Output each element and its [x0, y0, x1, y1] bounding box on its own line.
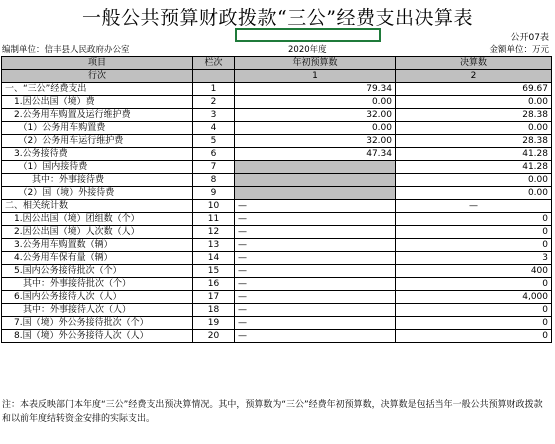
row-number[interactable]: 1 [193, 83, 235, 96]
budget-value[interactable]: 47.34 [235, 148, 396, 161]
row-number[interactable]: 15 [193, 265, 235, 278]
final-value[interactable]: — [396, 200, 552, 213]
form-number: 公开07表 [510, 33, 549, 43]
final-value[interactable]: 0 [396, 278, 552, 291]
row-label[interactable]: 5.国内公务接待批次（个） [2, 265, 193, 278]
row-number[interactable]: 7 [193, 161, 235, 174]
table-row [2, 330, 552, 343]
header-final[interactable]: 决算数 [396, 57, 552, 70]
final-value[interactable]: 0 [396, 239, 552, 252]
row-number[interactable]: 14 [193, 252, 235, 265]
table-row [2, 174, 552, 187]
header-col-no[interactable]: 栏次 [193, 57, 235, 70]
row-number[interactable]: 12 [193, 226, 235, 239]
table-row [2, 122, 552, 135]
final-value[interactable]: 28.38 [396, 135, 552, 148]
budget-value[interactable] [235, 174, 396, 187]
table-row [2, 109, 552, 122]
budget-value[interactable]: — [235, 291, 396, 304]
row-number[interactable]: 11 [193, 213, 235, 226]
report-year: 2020年度 [288, 45, 327, 55]
header-item[interactable]: 项目 [2, 57, 193, 70]
row-label-item[interactable]: 行次 [2, 70, 193, 83]
row-number[interactable]: 16 [193, 278, 235, 291]
report-title: 一般公共预算财政拨款“三公”经费支出决算表 [82, 7, 473, 29]
selected-cell[interactable] [235, 28, 381, 42]
row-label-final[interactable]: 2 [396, 70, 552, 83]
budget-value[interactable]: — [235, 317, 396, 330]
table-row [2, 265, 552, 278]
row-label-budget[interactable]: 1 [235, 70, 396, 83]
table-row [2, 304, 552, 317]
row-number[interactable]: 19 [193, 317, 235, 330]
row-number[interactable]: 17 [193, 291, 235, 304]
table-row [2, 187, 552, 200]
header-budget[interactable]: 年初预算数 [235, 57, 396, 70]
final-value[interactable]: 0.00 [396, 122, 552, 135]
final-value[interactable]: 3 [396, 252, 552, 265]
row-number[interactable]: 8 [193, 174, 235, 187]
final-value[interactable]: 0.00 [396, 174, 552, 187]
row-label[interactable]: 6.国内公务接待人次（人） [2, 291, 193, 304]
row-label[interactable]: 2.因公出国（境）人次数（人） [2, 226, 193, 239]
table-row [2, 213, 552, 226]
final-value[interactable]: 0.00 [396, 96, 552, 109]
budget-value[interactable]: — [235, 200, 396, 213]
row-label-col[interactable] [193, 70, 235, 83]
table-row [2, 96, 552, 109]
row-number[interactable]: 18 [193, 304, 235, 317]
row-label[interactable]: 7.国（境）外公务接待批次（个） [2, 317, 193, 330]
budget-value[interactable]: — [235, 278, 396, 291]
row-label[interactable]: 其中：外事接待人次（人） [2, 304, 193, 317]
expense-table [1, 56, 552, 343]
final-value[interactable]: 400 [396, 265, 552, 278]
row-number[interactable]: 20 [193, 330, 235, 343]
final-value[interactable]: 41.28 [396, 148, 552, 161]
row-label[interactable]: （2）国（境）外接待费 [2, 187, 193, 200]
row-label[interactable]: （2）公务用车运行维护费 [2, 135, 193, 148]
budget-value[interactable]: — [235, 252, 396, 265]
table-note: 注：本表反映部门本年度“三公”经费支出预决算情况。其中，预算数为“三公”经费年初预算数，决算数是包括当年一般公共预算财政拨款和以前年度结转资金安排的实际支出。 [2, 400, 543, 424]
table-row [2, 226, 552, 239]
budget-value[interactable]: 32.00 [235, 109, 396, 122]
final-value[interactable]: 0 [396, 226, 552, 239]
final-value[interactable]: 0 [396, 330, 552, 343]
row-number[interactable]: 13 [193, 239, 235, 252]
row-number[interactable]: 4 [193, 122, 235, 135]
table-row [2, 252, 552, 265]
row-number-row [2, 70, 552, 83]
budget-value[interactable]: — [235, 330, 396, 343]
final-value[interactable]: 4,000 [396, 291, 552, 304]
table-row [2, 148, 552, 161]
budget-value[interactable] [235, 187, 396, 200]
row-number[interactable]: 6 [193, 148, 235, 161]
row-label[interactable]: 其中：外事接待批次（个） [2, 278, 193, 291]
final-value[interactable]: 0 [396, 213, 552, 226]
final-value[interactable]: 0.00 [396, 187, 552, 200]
table-row [2, 161, 552, 174]
final-value[interactable]: 41.28 [396, 161, 552, 174]
row-label[interactable]: 2.公务用车购置及运行维护费 [2, 109, 193, 122]
row-number[interactable]: 5 [193, 135, 235, 148]
table-row [2, 83, 552, 96]
row-label[interactable]: 二、相关统计数 [2, 200, 193, 213]
final-value[interactable]: 0 [396, 304, 552, 317]
row-label[interactable]: 其中：外事接待费 [2, 174, 193, 187]
final-value[interactable]: 0 [396, 317, 552, 330]
row-label[interactable]: 3.公务用车购置数（辆） [2, 239, 193, 252]
final-value[interactable]: 69.67 [396, 83, 552, 96]
budget-value[interactable]: 0.00 [235, 122, 396, 135]
compiling-unit: 编制单位：信丰县人民政府办公室 [2, 45, 130, 55]
row-label[interactable]: 1.因公出国（境）团组数（个） [2, 213, 193, 226]
row-label[interactable]: 8.国（境）外公务接待人次（人） [2, 330, 193, 343]
table-row [2, 278, 552, 291]
budget-value[interactable]: 32.00 [235, 135, 396, 148]
budget-value[interactable]: — [235, 304, 396, 317]
table-row [2, 200, 552, 213]
row-label[interactable]: （1）公务用车购置费 [2, 122, 193, 135]
row-number[interactable]: 3 [193, 109, 235, 122]
row-label[interactable]: 3.公务接待费 [2, 148, 193, 161]
budget-value[interactable]: — [235, 265, 396, 278]
row-number[interactable]: 9 [193, 187, 235, 200]
table-row [2, 317, 552, 330]
budget-value[interactable] [235, 161, 396, 174]
row-label[interactable]: 1.因公出国（境）费 [2, 96, 193, 109]
row-label[interactable]: 一、“三公”经费支出 [2, 83, 193, 96]
table-row [2, 135, 552, 148]
budget-value[interactable]: — [235, 226, 396, 239]
table-row [2, 239, 552, 252]
row-number[interactable]: 2 [193, 96, 235, 109]
row-label[interactable]: （1）国内接待费 [2, 161, 193, 174]
budget-value[interactable]: 0.00 [235, 96, 396, 109]
money-unit: 金额单位：万元 [489, 45, 549, 55]
table-row [2, 291, 552, 304]
budget-value[interactable]: 79.34 [235, 83, 396, 96]
budget-value[interactable]: — [235, 213, 396, 226]
header-row [2, 57, 552, 70]
row-number[interactable]: 10 [193, 200, 235, 213]
final-value[interactable]: 28.38 [396, 109, 552, 122]
row-label[interactable]: 4.公务用车保有量（辆） [2, 252, 193, 265]
budget-value[interactable]: — [235, 239, 396, 252]
